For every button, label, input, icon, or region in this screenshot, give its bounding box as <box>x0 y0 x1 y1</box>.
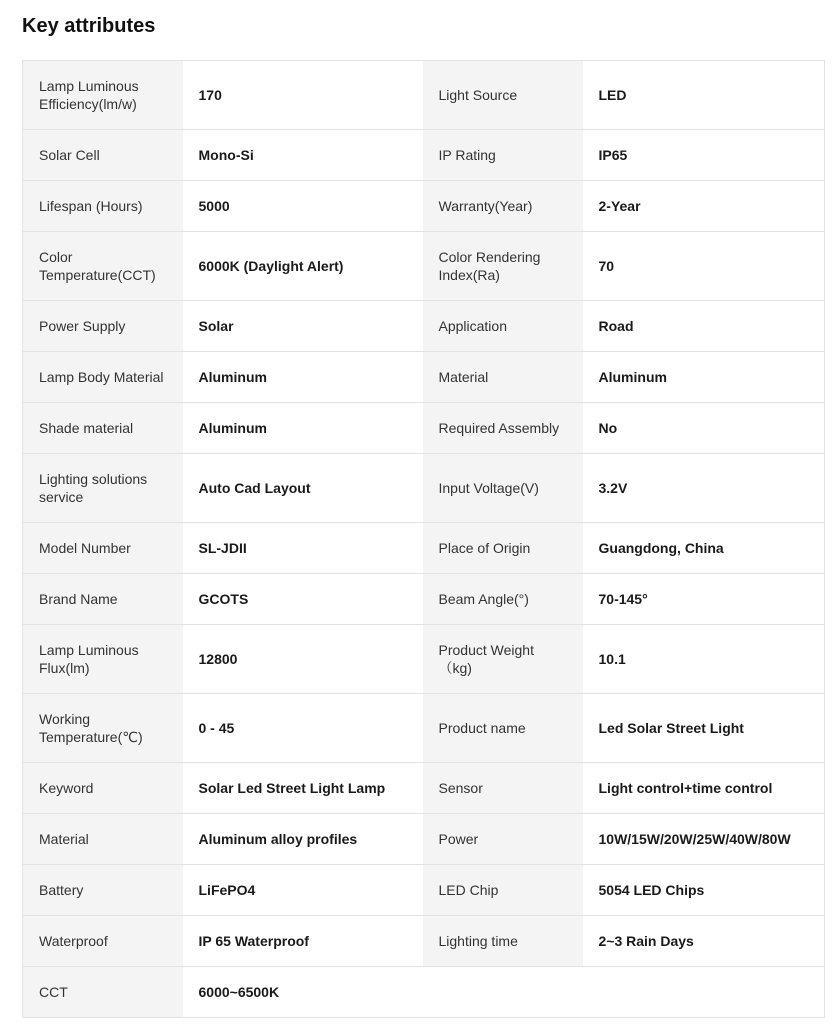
attribute-value: 6000~6500K <box>183 967 423 1018</box>
table-row <box>23 352 825 403</box>
attribute-value: 6000K (Daylight Alert) <box>183 232 423 301</box>
attribute-label: Product name <box>423 694 583 763</box>
attribute-value: Auto Cad Layout <box>183 454 423 523</box>
table-row <box>23 454 825 523</box>
attribute-value: GCOTS <box>183 574 423 625</box>
attribute-label: Solar Cell <box>23 130 183 181</box>
attribute-label: Material <box>23 814 183 865</box>
attribute-value: 12800 <box>183 625 423 694</box>
attribute-value: 70 <box>583 232 825 301</box>
attribute-label: Power <box>423 814 583 865</box>
attribute-label: LED Chip <box>423 865 583 916</box>
attribute-label: Shade material <box>23 403 183 454</box>
attribute-value: Solar Led Street Light Lamp <box>183 763 423 814</box>
attribute-value: LiFePO4 <box>183 865 423 916</box>
empty-cell <box>583 967 825 1018</box>
attribute-value: Light control+time control <box>583 763 825 814</box>
attribute-label: Lighting time <box>423 916 583 967</box>
attribute-label: Power Supply <box>23 301 183 352</box>
attribute-label: Material <box>423 352 583 403</box>
table-row <box>23 61 825 130</box>
attribute-label: Lamp Body Material <box>23 352 183 403</box>
attribute-label: Sensor <box>423 763 583 814</box>
key-attributes-table <box>22 60 825 1018</box>
attribute-label: Keyword <box>23 763 183 814</box>
table-row <box>23 625 825 694</box>
attribute-value: IP 65 Waterproof <box>183 916 423 967</box>
table-row <box>23 301 825 352</box>
attribute-value: Solar <box>183 301 423 352</box>
attribute-label: Model Number <box>23 523 183 574</box>
empty-cell <box>423 967 583 1018</box>
table-row <box>23 814 825 865</box>
attribute-value: 10.1 <box>583 625 825 694</box>
attribute-value: Led Solar Street Light <box>583 694 825 763</box>
attribute-value: 0 - 45 <box>183 694 423 763</box>
attribute-value: 5000 <box>183 181 423 232</box>
attribute-value: Aluminum alloy profiles <box>183 814 423 865</box>
attribute-value: No <box>583 403 825 454</box>
attribute-label: IP Rating <box>423 130 583 181</box>
attribute-value: LED <box>583 61 825 130</box>
attribute-label: Light Source <box>423 61 583 130</box>
table-row <box>23 181 825 232</box>
table-row <box>23 523 825 574</box>
attribute-value: Aluminum <box>183 352 423 403</box>
attribute-value: Mono-Si <box>183 130 423 181</box>
attribute-label: Working Temperature(℃) <box>23 694 183 763</box>
table-row <box>23 865 825 916</box>
table-row <box>23 574 825 625</box>
table-row <box>23 763 825 814</box>
attribute-value: 10W/15W/20W/25W/40W/80W <box>583 814 825 865</box>
attribute-label: Lamp Luminous Efficiency(lm/w) <box>23 61 183 130</box>
attribute-value: Aluminum <box>583 352 825 403</box>
attribute-label: Lamp Luminous Flux(lm) <box>23 625 183 694</box>
section-title: Key attributes <box>22 15 156 37</box>
attribute-value: Aluminum <box>183 403 423 454</box>
attribute-label: Product Weight （kg) <box>423 625 583 694</box>
attribute-value: 2-Year <box>583 181 825 232</box>
attribute-value: 5054 LED Chips <box>583 865 825 916</box>
table-row <box>23 130 825 181</box>
attribute-value: Road <box>583 301 825 352</box>
attribute-label: Color Temperature(CCT) <box>23 232 183 301</box>
attribute-label: Battery <box>23 865 183 916</box>
attribute-label: Brand Name <box>23 574 183 625</box>
table-row <box>23 916 825 967</box>
attribute-label: Color Rendering Index(Ra) <box>423 232 583 301</box>
attribute-label: Input Voltage(V) <box>423 454 583 523</box>
attribute-value: 2~3 Rain Days <box>583 916 825 967</box>
attribute-label: CCT <box>23 967 183 1018</box>
attribute-label: Application <box>423 301 583 352</box>
attribute-value: 70-145° <box>583 574 825 625</box>
attribute-label: Warranty(Year) <box>423 181 583 232</box>
table-row <box>23 403 825 454</box>
attribute-label: Lighting solutions service <box>23 454 183 523</box>
attribute-value: IP65 <box>583 130 825 181</box>
attribute-label: Required Assembly <box>423 403 583 454</box>
attribute-value: Guangdong, China <box>583 523 825 574</box>
attribute-label: Beam Angle(°) <box>423 574 583 625</box>
attribute-value: 3.2V <box>583 454 825 523</box>
attribute-label: Place of Origin <box>423 523 583 574</box>
attribute-label: Lifespan (Hours) <box>23 181 183 232</box>
attribute-label: Waterproof <box>23 916 183 967</box>
table-row <box>23 232 825 301</box>
table-row <box>23 694 825 763</box>
attribute-value: 170 <box>183 61 423 130</box>
table-row <box>23 967 825 1018</box>
attribute-value: SL-JDII <box>183 523 423 574</box>
